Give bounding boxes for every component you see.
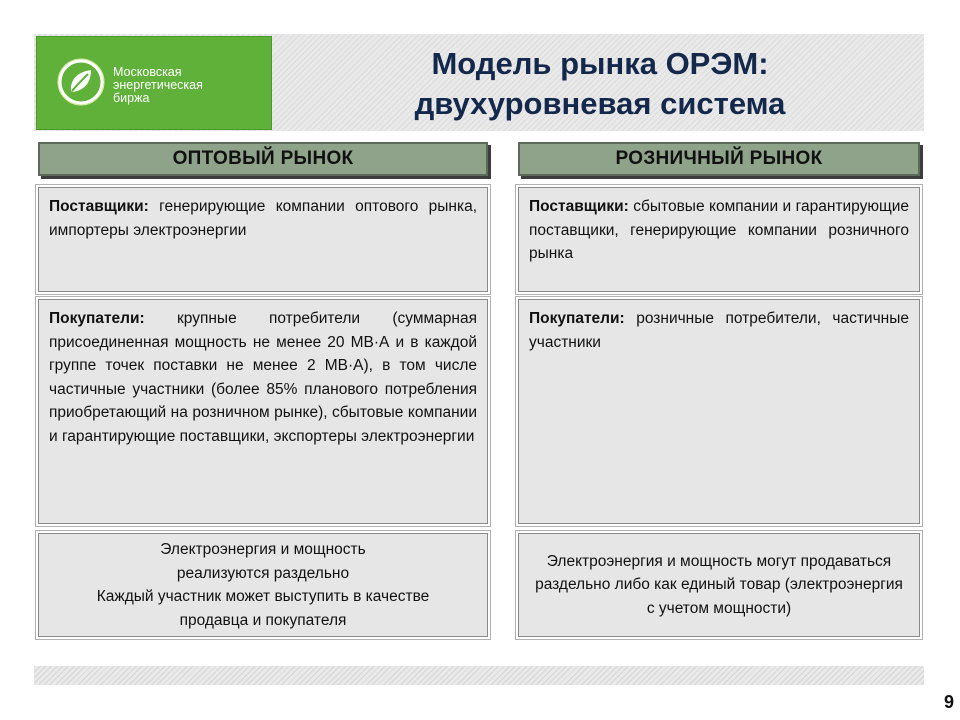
logo-text	[113, 66, 203, 105]
wholesale-header-label: ОПТОВЫЙ РЫНОК	[172, 148, 354, 169]
wholesale-header	[38, 142, 488, 176]
logo	[36, 36, 272, 130]
title-line-2: двухуровневая система	[414, 86, 786, 121]
wholesale-suppliers-box	[38, 187, 488, 292]
wholesale-note-line-3: Каждый участник может выступить в качестве	[96, 588, 430, 605]
page-title	[300, 38, 900, 130]
wholesale-note-line-2: реализуются раздельно	[176, 564, 350, 582]
wholesale-buyers-box	[38, 299, 488, 524]
retail-note-box	[518, 533, 920, 637]
page-number: 9	[943, 692, 954, 712]
retail-suppliers-text: сбытовые компании и гарантирующие поставщики, генерирующие компании розничного рынка	[529, 198, 909, 262]
wholesale-buyers-text: крупные потребители (суммарная присоединенная мощность не менее 20 МВ·А и в каждой группе точек поставки не менее 2 МВ·А), в том числе частичные участники (более 85% планового потребления приобретающий на розничном рынке), сбытовые компании и гарантирующие поставщики, экспортеры электроэнергии	[49, 310, 477, 445]
retail-suppliers-label: Поставщики:	[529, 198, 629, 215]
logo-line-2: энергетическая	[113, 78, 203, 92]
title-line-1: Модель рынка ОРЭМ:	[431, 46, 769, 81]
wholesale-note-line-1: Электроэнергия и мощность	[160, 541, 366, 558]
retail-suppliers-box	[518, 187, 920, 292]
retail-header	[518, 142, 920, 176]
retail-buyers-text: розничные потребители, частичные участники	[529, 310, 909, 351]
leaf-logo-icon	[57, 58, 105, 106]
logo-line-1: Московская	[113, 65, 182, 79]
retail-header-label: РОЗНИЧНЫЙ РЫНОК	[615, 148, 823, 169]
wholesale-note-line-4: продавца и покупателя	[179, 611, 347, 629]
retail-buyers-label: Покупатели:	[529, 310, 625, 327]
logo-line-3: биржа	[113, 91, 150, 105]
wholesale-suppliers-label: Поставщики:	[49, 198, 149, 215]
footer-band	[34, 666, 924, 685]
wholesale-note-box	[38, 533, 488, 637]
wholesale-buyers-label: Покупатели:	[49, 310, 145, 327]
wholesale-suppliers-text: генерирующие компании оптового рынка, импортеры электроэнергии	[49, 198, 477, 239]
retail-note-text: Электроэнергия и мощность могут продаваться раздельно либо как единый товар (электроэнергия с учетом мощности)	[535, 552, 903, 617]
retail-buyers-box	[518, 299, 920, 524]
